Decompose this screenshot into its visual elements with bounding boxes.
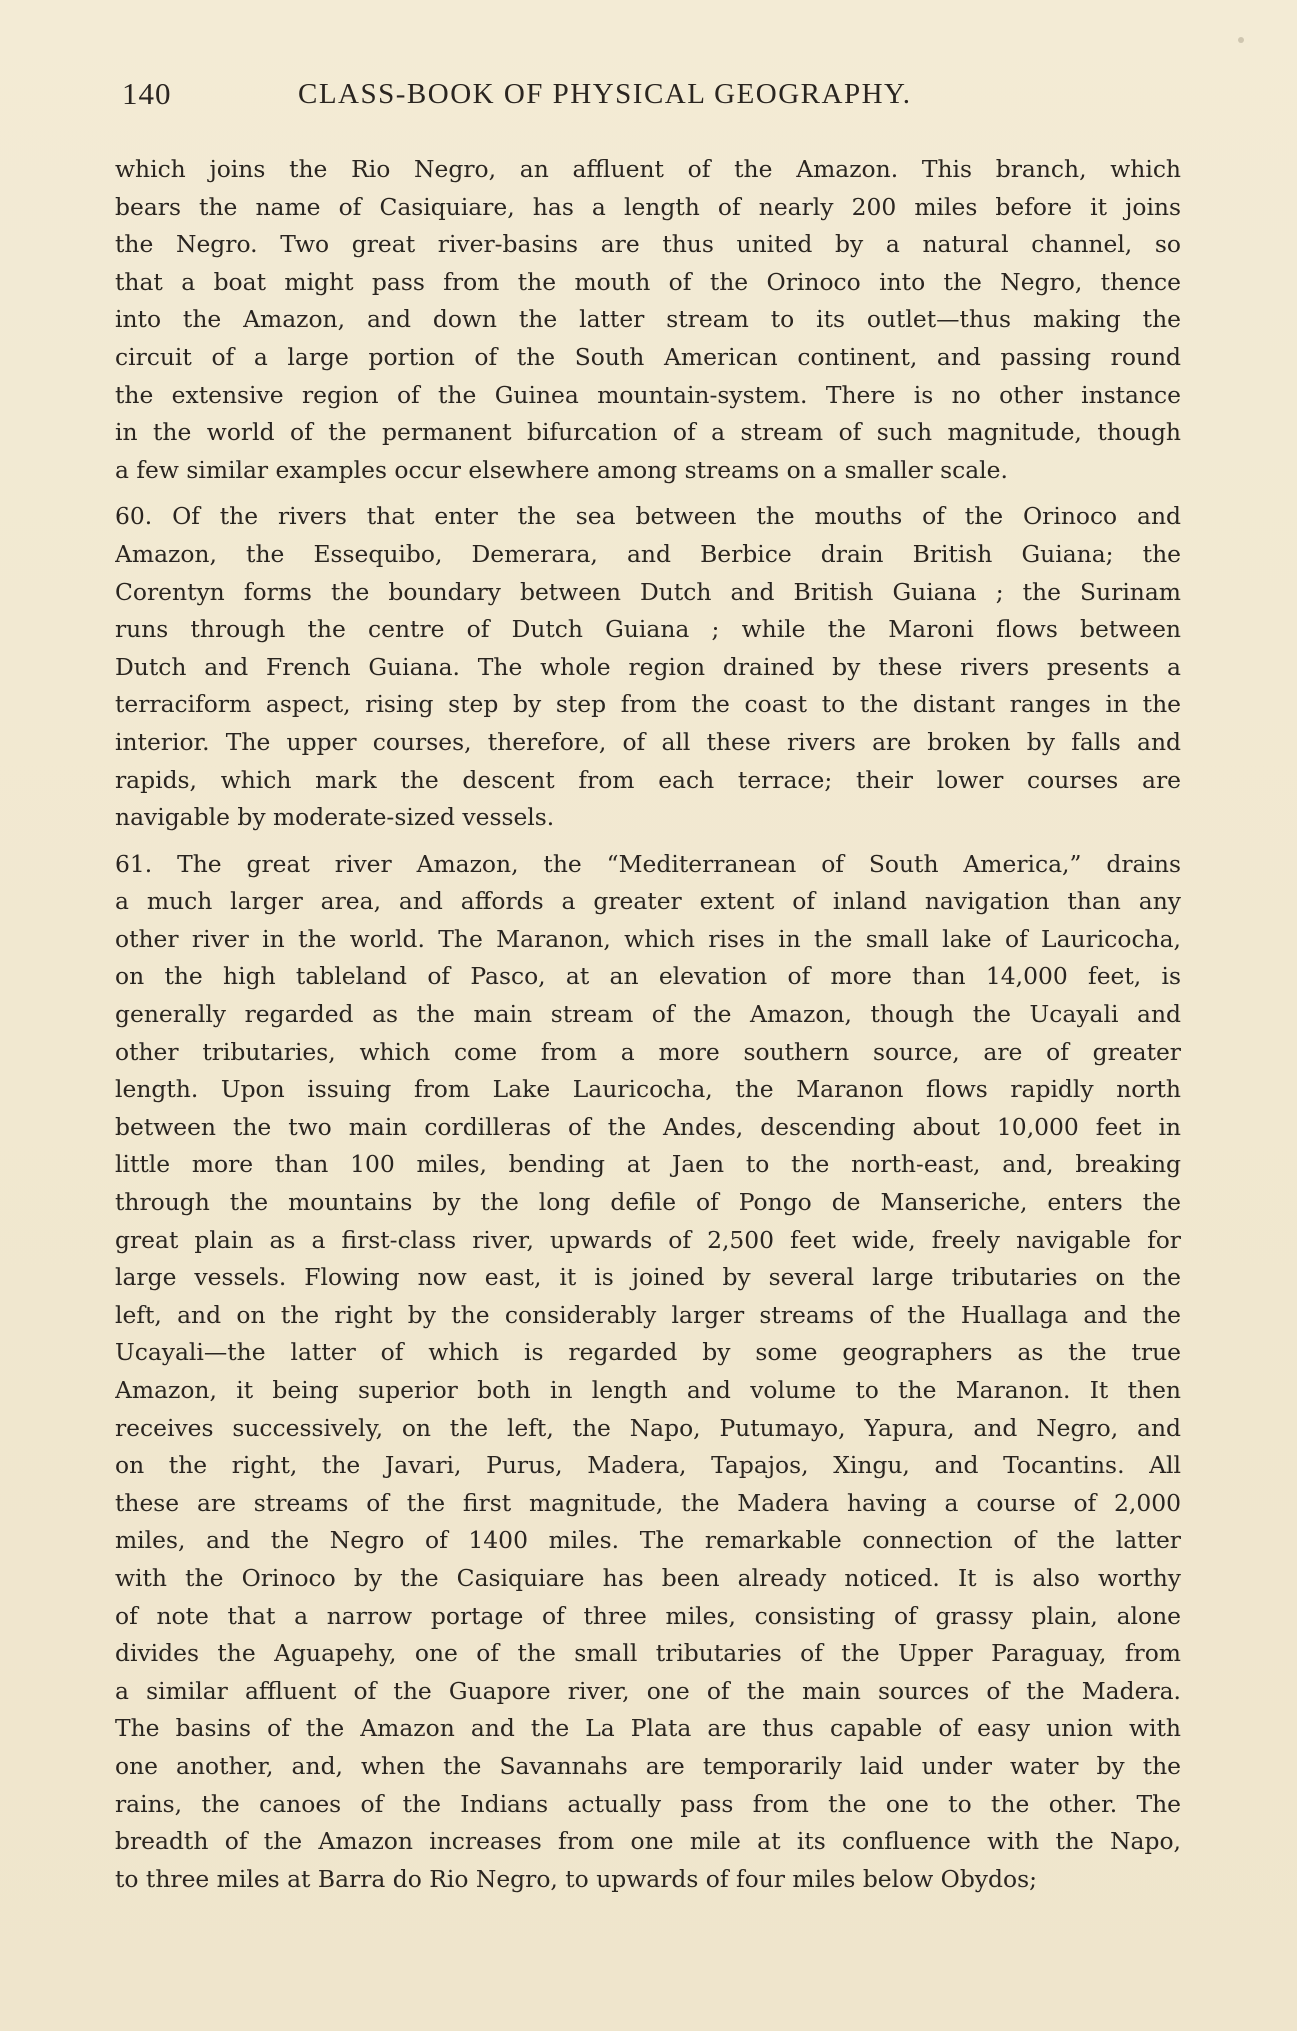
- page-number: 140: [122, 76, 172, 111]
- text-line: into the Amazon, and down the latter stream to its outlet—thus making the: [115, 305, 1181, 334]
- paragraph-gap: [115, 489, 1181, 498]
- text-line: circuit of a large portion of the South American continent, and passing round: [115, 342, 1181, 371]
- text-line: left, and on the right by the considerably larger streams of the Huallaga and the: [115, 1300, 1181, 1329]
- text-line: rapids, which mark the descent from each terrace; their lower courses are: [115, 765, 1181, 794]
- text-line: great plain as a first-class river, upwards of 2,500 feet wide, freely navigable for: [115, 1225, 1181, 1254]
- paragraph: [115, 151, 1181, 489]
- text-line: between the two main cordilleras of the Andes, descending about 10,000 feet in: [115, 1112, 1181, 1141]
- running-header: [118, 76, 1178, 120]
- text-line: miles, and the Negro of 1400 miles. The remarkable connection of the latter: [115, 1526, 1181, 1555]
- text-line: 61. The great river Amazon, the “Mediterranean of South America,” drains: [115, 849, 1181, 878]
- text-line: divides the Aguapehy, one of the small tributaries of the Upper Paraguay, from: [115, 1639, 1181, 1668]
- body-text: [115, 151, 1181, 1898]
- text-line: Ucayali—the latter of which is regarded by some geographers as the true: [115, 1338, 1181, 1367]
- text-line: the Negro. Two great river-basins are thus united by a natural channel, so: [115, 230, 1181, 259]
- text-line: one another, and, when the Savannahs are temporarily laid under water by the: [115, 1751, 1181, 1780]
- text-line: receives successively, on the left, the Napo, Putumayo, Yapura, and Negro, and: [115, 1413, 1181, 1442]
- text-line: a similar affluent of the Guapore river, one of the main sources of the Madera.: [115, 1676, 1181, 1705]
- text-line: other tributaries, which come from a more southern source, are of greater: [115, 1037, 1181, 1066]
- text-line: that a boat might pass from the mouth of the Orinoco into the Negro, thence: [115, 267, 1181, 296]
- text-line: of note that a narrow portage of three miles, consisting of grassy plain, alone: [115, 1601, 1181, 1630]
- text-line: terraciform aspect, rising step by step from the coast to the distant ranges in the: [115, 690, 1181, 719]
- text-line: interior. The upper courses, therefore, of all these rivers are broken by falls and: [115, 727, 1181, 756]
- text-line: with the Orinoco by the Casiquiare has been already noticed. It is also worthy: [115, 1563, 1181, 1592]
- running-title: CLASS-BOOK OF PHYSICAL GEOGRAPHY.: [298, 78, 912, 110]
- text-line: Amazon, the Essequibo, Demerara, and Berbice drain British Guiana; the: [115, 539, 1181, 568]
- text-line: breadth of the Amazon increases from one mile at its confluence with the Napo,: [115, 1827, 1181, 1856]
- text-line: a few similar examples occur elsewhere among streams on a smaller scale.: [115, 455, 1008, 484]
- text-line: 60. Of the rivers that enter the sea between the mouths of the Orinoco and: [115, 502, 1181, 531]
- text-line: little more than 100 miles, bending at Jaen to the north-east, and, breaking: [115, 1150, 1181, 1179]
- text-line: the extensive region of the Guinea mountain-system. There is no other instance: [115, 380, 1181, 409]
- text-line: generally regarded as the main stream of the Amazon, though the Ucayali and: [115, 1000, 1181, 1029]
- text-line: large vessels. Flowing now east, it is joined by several large tributaries on the: [115, 1263, 1181, 1292]
- text-line: through the mountains by the long defile of Pongo de Manseriche, enters the: [115, 1188, 1181, 1217]
- text-line: navigable by moderate-sized vessels.: [115, 803, 555, 832]
- text-line: Corentyn forms the boundary between Dutch and British Guiana ; the Surinam: [115, 577, 1181, 606]
- text-line: a much larger area, and affords a greater extent of inland navigation than any: [115, 887, 1181, 916]
- text-line: on the right, the Javari, Purus, Madera, Tapajos, Xingu, and Tocantins. All: [115, 1451, 1181, 1480]
- text-line: other river in the world. The Maranon, which rises in the small lake of Lauricocha,: [115, 924, 1181, 953]
- text-line: length. Upon issuing from Lake Lauricocha, the Maranon flows rapidly north: [115, 1075, 1181, 1104]
- text-line: Amazon, it being superior both in length and volume to the Maranon. It then: [115, 1376, 1181, 1404]
- text-line: these are streams of the first magnitude, the Madera having a course of 2,000: [115, 1488, 1181, 1517]
- paragraph: [115, 846, 1181, 1899]
- text-line: runs through the centre of Dutch Guiana ; while the Maroni flows between: [115, 615, 1181, 644]
- text-line: Dutch and French Guiana. The whole region drained by these rivers presents a: [115, 652, 1181, 681]
- text-line: in the world of the permanent bifurcation of a stream of such magnitude, though: [115, 418, 1181, 447]
- text-line: bears the name of Casiquiare, has a length of nearly 200 miles before it joins: [115, 192, 1181, 221]
- page-speck: [1238, 37, 1244, 43]
- paragraph-gap: [115, 837, 1181, 846]
- text-line: on the high tableland of Pasco, at an elevation of more than 14,000 feet, is: [115, 962, 1181, 991]
- text-line: to three miles at Barra do Rio Negro, to upwards of four miles below Obydos;: [115, 1864, 1037, 1893]
- text-line: The basins of the Amazon and the La Plata are thus capable of easy union with: [115, 1714, 1181, 1743]
- text-line: rains, the canoes of the Indians actually pass from the one to the other. The: [115, 1789, 1181, 1818]
- paragraph: [115, 498, 1181, 836]
- text-line: which joins the Rio Negro, an affluent of the Amazon. This branch, which: [115, 155, 1181, 183]
